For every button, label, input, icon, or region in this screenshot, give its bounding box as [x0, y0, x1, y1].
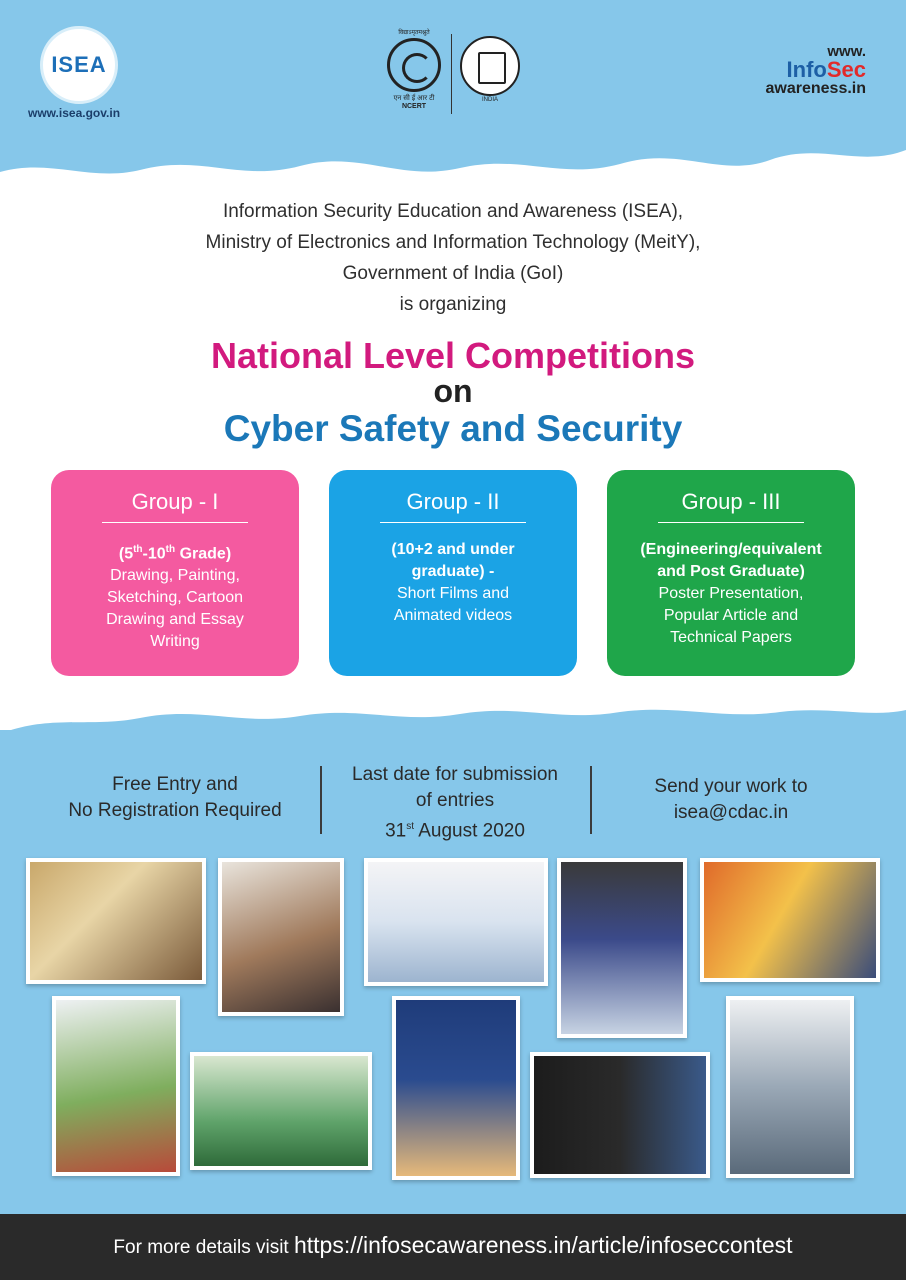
group-divider [658, 522, 804, 523]
group-categories: Poster Presentation, Popular Article and Technical Papers [658, 585, 804, 646]
isea-logo-text: ISEA [51, 52, 107, 77]
artwork-thumbnail [364, 858, 548, 986]
top-wave-decoration [0, 120, 906, 190]
ncert-logo [382, 28, 446, 118]
infosec-brand-info: Info [786, 57, 827, 82]
submission-info: Send your work to isea@cdac.in [600, 774, 862, 826]
artwork-thumbnail [52, 996, 180, 1176]
free-entry-info: Free Entry and No Registration Required [68, 774, 282, 821]
ncert-motto: विद्याऽमृतमश्नुते [398, 30, 430, 36]
footer [0, 1214, 906, 1280]
artwork-thumbnail [218, 858, 344, 1016]
group-eligibility: (5th-10th Grade) [118, 544, 232, 563]
artwork-thumbnail [700, 858, 880, 982]
ncert-hindi-label: एन सी ई आर टी [393, 95, 435, 102]
info-divider [590, 766, 592, 834]
intro-line-4: is organizing [399, 294, 507, 315]
cbse-logo [458, 36, 522, 108]
group-categories: Drawing, Painting, Sketching, Cartoon Drawing and Essay Writing [106, 567, 244, 651]
bottom-wave-decoration [0, 704, 906, 764]
artwork-thumbnail [26, 858, 206, 984]
intro-line-3: Government of India (GoI) [342, 263, 564, 284]
group-eligibility: (Engineering/equivalent and Post Graduate) [640, 541, 822, 580]
intro-line-1: Information Security Education and Awareness (ISEA), [222, 201, 684, 222]
intro-text [0, 196, 906, 320]
artwork-thumbnail [726, 996, 854, 1178]
infosec-www: www. [827, 43, 866, 60]
group-title: Group - I [131, 489, 219, 514]
group-divider [102, 522, 248, 523]
headline-line-2: on [433, 373, 473, 409]
cbse-label: INDIA [481, 97, 498, 103]
infosec-brand [766, 59, 867, 81]
ncert-label: NCERT [401, 103, 427, 110]
artwork-thumbnail [190, 1052, 372, 1170]
intro-line-2: Ministry of Electronics and Information Technology (MeitY), [205, 232, 701, 253]
artwork-thumbnail [530, 1052, 710, 1178]
infosec-brand-sec: Sec [826, 57, 866, 82]
group-card-1 [51, 470, 299, 676]
isea-url[interactable]: www.isea.gov.in [28, 106, 121, 120]
submission-email[interactable]: isea@cdac.in [673, 802, 789, 823]
footer-prefix: For more details visit [113, 1237, 294, 1258]
group-title: Group - III [681, 489, 781, 514]
artwork-thumbnail [557, 858, 687, 1038]
deadline-info: Last date for submission of entries 31st August 2020 [352, 764, 558, 842]
group-eligibility: (10+2 and under graduate) - [391, 541, 515, 580]
isea-logo [40, 26, 118, 104]
headline-line-1: National Level Competitions [210, 335, 696, 376]
cbse-emblem-icon [460, 36, 520, 96]
headline [0, 336, 906, 452]
infosec-logo [766, 44, 867, 97]
logo-divider [451, 34, 452, 114]
infosec-domain: awareness.in [765, 80, 866, 97]
group-divider [380, 522, 526, 523]
group-card-3 [607, 470, 855, 676]
ncert-emblem-icon [387, 38, 441, 92]
headline-line-3: Cyber Safety and Security [223, 408, 683, 449]
group-categories: Short Films and Animated videos [393, 585, 513, 624]
group-title: Group - II [406, 489, 500, 514]
group-card-2 [329, 470, 577, 676]
footer-url[interactable]: https://infosecawareness.in/article/infoseccontest [293, 1232, 793, 1258]
artwork-thumbnail [392, 996, 520, 1180]
